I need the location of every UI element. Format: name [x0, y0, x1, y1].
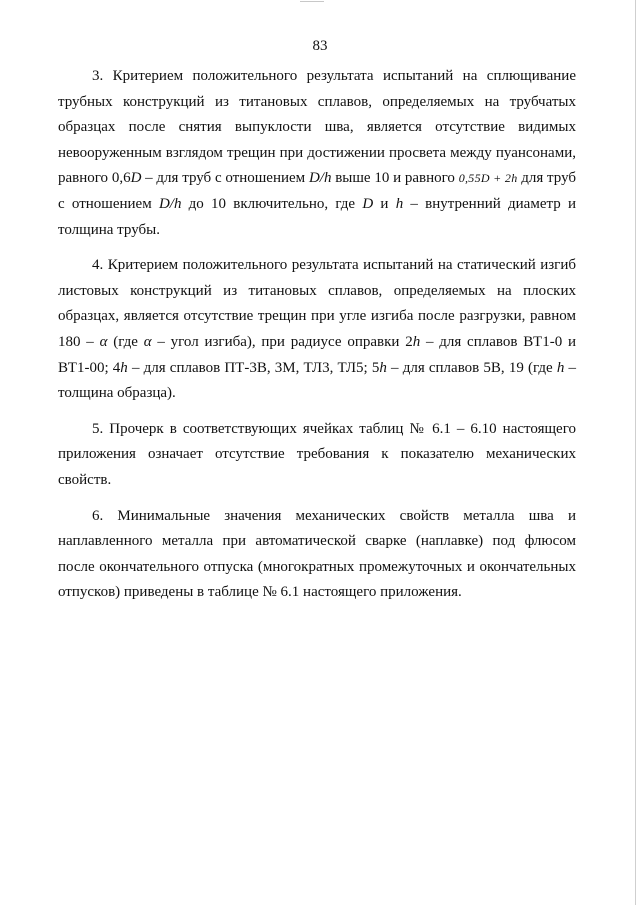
paragraph-3-text-g: – внутренний диаметр и толщина трубы.: [58, 195, 576, 238]
paragraph-4-var-alpha-2: α: [143, 333, 152, 350]
paragraph-3-text-f: и: [373, 195, 396, 212]
paragraph-6: 6. Минимальные значения механических свойств металла шва и наплавленного металла при автоматической сварке (наплавке) под флюсом после окончательного отпуска (многократных промежуточных и окончательных отпусков) приведены в таблице № 6.1 настоящего приложения.: [58, 507, 576, 601]
paragraph-3-ratio-dh: D/h: [308, 170, 332, 187]
paragraph-3-ratio-dh-2: D/h: [158, 195, 182, 212]
paragraph-3-text-e: до 10 включительно, где: [181, 195, 363, 212]
paragraph-3-text-a: 3. Критерием положительного результата испытаний на сплющивание трубных конструкций из титановых сплавов, определяемых на трубчатых образцах после снятия выпуклости шва, является отсутствие видимых невооруженным взглядом трещин при достижении просвета между пуансонами, равного: [58, 68, 576, 187]
scan-edge-right: [635, 0, 636, 905]
paragraph-3-value-06: 0,6: [111, 170, 131, 187]
paragraph-4-var-alpha: α: [99, 333, 108, 350]
paragraph-4-text-d: – для сплавов ВТ1-0 и ВТ1-00; 4: [58, 333, 576, 376]
paragraph-4-text-c: – угол изгиба), при радиусе оправки 2: [151, 333, 413, 350]
paragraph-4-var-h-3: h: [379, 359, 387, 376]
paragraph-4-var-h-4: h: [556, 359, 565, 376]
paragraph-4-var-h-1: h: [412, 333, 421, 350]
paragraph-4-text-g: – толщина образца).: [58, 359, 576, 402]
scan-edge-top: [300, 1, 324, 2]
paragraph-4-text-a: 4. Критерием положительного результата испытаний на статический изгиб листовых конструкций из титановых сплавов, определяемых на плоских образцах, является отсутствие трещин при угле изгиба после разгрузки, равном 180 –: [58, 257, 576, 350]
paragraph-3-text-d: для труб с отношением: [58, 170, 577, 212]
paragraph-4-text-e: – для сплавов ПТ-3В, 3М, ТЛ3, ТЛ5; 5: [127, 359, 380, 376]
paragraph-3-formula: 0,55D + 2h: [458, 171, 518, 186]
paragraph-4-text-b: (где: [107, 333, 144, 350]
paragraph-4-var-h-2: h: [120, 359, 128, 376]
paragraph-4: [58, 253, 576, 407]
paragraph-3-var-h: h: [395, 195, 404, 212]
paragraph-3-text-c: выше 10 и равного: [331, 170, 459, 187]
paragraph-3-var-d: D: [130, 170, 142, 187]
document-body: [58, 64, 576, 616]
paragraph-3: [58, 64, 576, 243]
paragraph-5: 5. Прочерк в соответствующих ячейках таблиц № 6.1 – 6.10 настоящего приложения означает отсутствие требования к показателю механических свойств.: [58, 420, 576, 488]
paragraph-3-var-d-2: D: [362, 195, 374, 212]
page-number: 83: [312, 38, 328, 54]
paragraph-3-text-b: – для труб с отношением: [141, 170, 309, 187]
paragraph-4-text-f: – для сплавов 5В, 19 (где: [386, 359, 557, 376]
